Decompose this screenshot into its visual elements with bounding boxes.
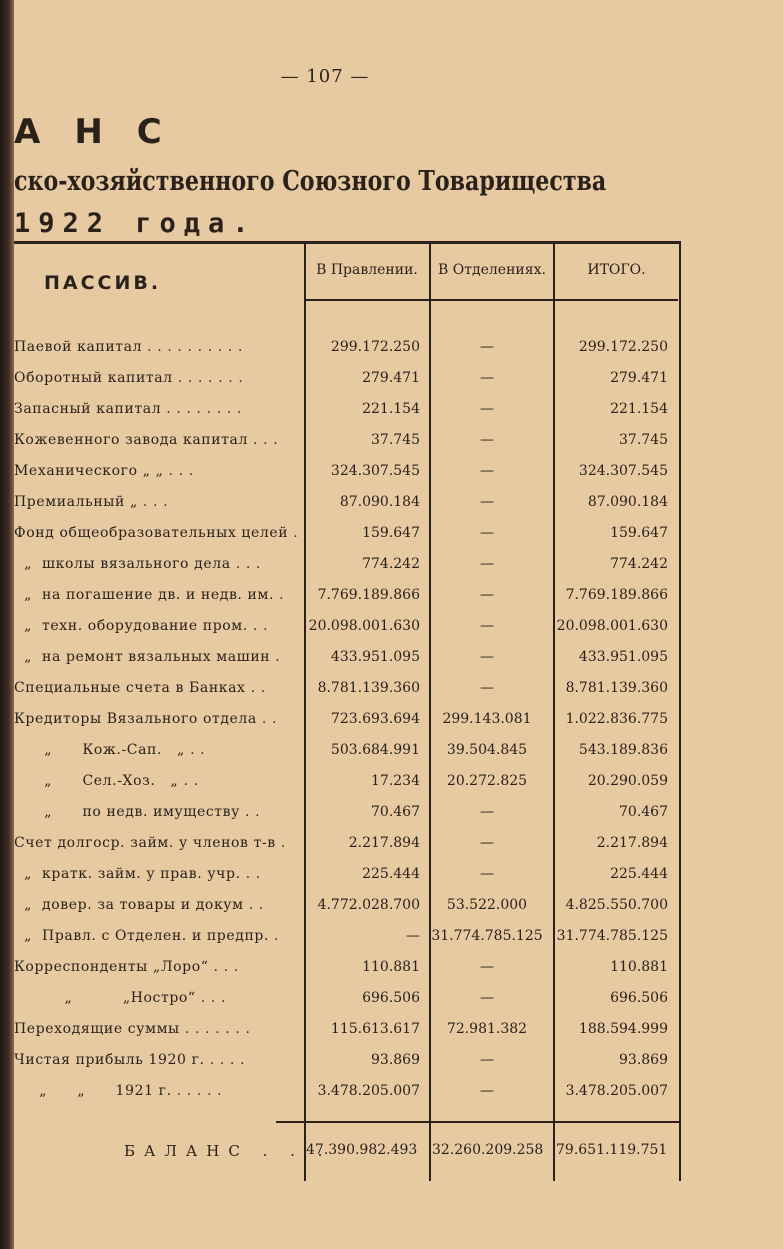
value-branches: 31.774.785.125 — [431, 928, 543, 944]
value-total: 433.951.095 — [578, 649, 668, 665]
row-label-text: Переходящие суммы — [14, 1021, 180, 1037]
title-line-3: 1922 года. — [14, 208, 257, 239]
value-total: 188.594.999 — [578, 1021, 668, 1037]
row-label-text: „ довер. за товары и докум — [14, 897, 244, 913]
leader-dots: . . . . . — [171, 1083, 223, 1099]
table-row — [0, 831, 783, 855]
value-branches: — — [480, 618, 494, 634]
row-label — [14, 490, 304, 514]
value-total: 20.290.059 — [587, 773, 668, 789]
value-total: 110.881 — [610, 959, 668, 975]
row-label — [14, 862, 304, 886]
leader-dots: . — [275, 835, 286, 851]
header-branches: В Отделениях. — [438, 262, 546, 278]
value-total: 3.478.205.007 — [565, 1083, 668, 1099]
leader-dots: . . . — [208, 959, 239, 975]
value-total: 159.647 — [610, 525, 668, 541]
value-board: 221.154 — [362, 401, 420, 417]
leader-dots: . . — [240, 866, 261, 882]
table-row — [0, 893, 783, 917]
row-label-text: „ кратк. займ. у прав. учр. — [14, 866, 241, 882]
balance-total: 79.651.119.751 — [556, 1142, 668, 1158]
row-label — [14, 738, 304, 762]
table-row — [0, 862, 783, 886]
row-label — [14, 428, 304, 452]
row-label-text: Фонд общеобразовательных целей — [14, 525, 289, 541]
leader-dots: . . — [178, 773, 199, 789]
row-label — [14, 645, 304, 669]
table-row — [0, 1017, 783, 1041]
value-branches: 39.504.845 — [446, 742, 528, 758]
table-row — [0, 800, 783, 824]
row-label-text: „ „ 1921 г. — [14, 1083, 172, 1099]
leader-dots: . — [274, 587, 285, 603]
value-board: — — [406, 928, 420, 944]
table-row — [0, 986, 783, 1010]
value-branches: 299.143.081 — [442, 711, 532, 727]
value-total: 8.781.139.360 — [565, 680, 668, 696]
value-total: 696.506 — [610, 990, 668, 1006]
value-branches: — — [480, 804, 494, 820]
leader-dots: . . . . . . . . . . — [142, 339, 244, 355]
row-label-text: Специальные счета в Банках — [14, 680, 246, 696]
value-board: 324.307.545 — [330, 463, 420, 479]
row-label-text: „ „Ностро“ — [14, 990, 196, 1006]
leader-dots: . . . . . . . — [179, 1021, 251, 1037]
row-label — [14, 986, 304, 1010]
row-label-text: Премиальный „ — [14, 494, 138, 510]
row-label — [14, 955, 304, 979]
value-total: 324.307.545 — [578, 463, 668, 479]
row-label — [14, 552, 304, 576]
value-total: 31.774.785.125 — [556, 928, 668, 944]
value-total: 20.098.001.630 — [556, 618, 668, 634]
value-total: 221.154 — [610, 401, 668, 417]
row-label-text: „ по недв. имуществу — [14, 804, 240, 820]
leader-dots: . — [288, 525, 299, 541]
row-label-text: „ Сел.-Хоз. „ — [14, 773, 179, 789]
value-board: 17.234 — [371, 773, 420, 789]
leader-dots: . . . — [230, 556, 261, 572]
table-row — [0, 645, 783, 669]
row-label-text: Корреспонденты „Лоро“ — [14, 959, 209, 975]
value-board: 37.745 — [371, 432, 420, 448]
leader-dots: . . . — [163, 463, 194, 479]
value-branches: — — [480, 649, 494, 665]
row-label-text: „ на погашение дв. и недв. им. — [14, 587, 274, 603]
row-label — [14, 521, 304, 545]
row-label — [14, 1048, 304, 1072]
table-row — [0, 366, 783, 390]
table-row — [0, 1048, 783, 1072]
value-branches: — — [480, 866, 494, 882]
leader-dots: . . — [245, 680, 266, 696]
table-row — [0, 552, 783, 576]
value-branches: — — [480, 1083, 494, 1099]
row-label — [14, 583, 304, 607]
value-branches: — — [480, 370, 494, 386]
value-board: 159.647 — [362, 525, 420, 541]
table-row — [0, 769, 783, 793]
value-board: 2.217.894 — [348, 835, 420, 851]
table-row — [0, 738, 783, 762]
value-branches: — — [480, 525, 494, 541]
row-label-text: Запасный капитал — [14, 401, 162, 417]
leader-dots: . . . — [247, 432, 279, 448]
row-label-text: Оборотный капитал — [14, 370, 173, 386]
value-board: 299.172.250 — [330, 339, 420, 355]
value-branches: — — [480, 1052, 494, 1068]
value-total: 2.217.894 — [596, 835, 668, 851]
value-branches: — — [480, 463, 494, 479]
value-branches: — — [480, 556, 494, 572]
value-board: 110.881 — [362, 959, 420, 975]
value-total: 7.769.189.866 — [565, 587, 668, 603]
leader-dots: . . — [256, 711, 278, 727]
value-board: 433.951.095 — [330, 649, 420, 665]
row-label — [14, 397, 304, 421]
leader-dots: . — [270, 649, 281, 665]
value-board: 20.098.001.630 — [308, 618, 420, 634]
value-total: 543.189.836 — [578, 742, 668, 758]
row-label-text: Кредиторы Вязального отдела — [14, 711, 257, 727]
leader-dots: . . — [243, 897, 264, 913]
value-board: 7.769.189.866 — [317, 587, 420, 603]
balance-branches: 32.260.209.258 — [432, 1142, 544, 1158]
row-label — [14, 614, 304, 638]
value-board: 115.613.617 — [330, 1021, 420, 1037]
value-branches: — — [480, 339, 494, 355]
value-board: 87.090.184 — [339, 494, 420, 510]
table-row — [0, 428, 783, 452]
value-board: 93.869 — [371, 1052, 420, 1068]
value-branches: — — [480, 990, 494, 1006]
row-label-text: „ на ремонт вязальных машин — [14, 649, 271, 665]
balance-label: БАЛАНС . . . — [124, 1142, 332, 1160]
value-branches: — — [480, 587, 494, 603]
table-row — [0, 521, 783, 545]
header-board: В Правлении. — [316, 262, 418, 278]
totals-rule — [276, 1121, 680, 1123]
row-label-text: Кожевенного завода капитал — [14, 432, 248, 448]
table-top-rule — [14, 241, 681, 244]
row-label-text: Паевой капитал — [14, 339, 143, 355]
row-label-text: Чистая прибыль 1920 г. — [14, 1052, 205, 1068]
table-row — [0, 397, 783, 421]
table-row — [0, 614, 783, 638]
row-label-text: „ техн. оборудование пром. — [14, 618, 248, 634]
leader-dots: . . . . . . . — [172, 370, 244, 386]
value-board: 3.478.205.007 — [317, 1083, 420, 1099]
value-total: 225.444 — [610, 866, 668, 882]
value-board: 503.684.991 — [330, 742, 420, 758]
row-label — [14, 1017, 304, 1041]
leader-dots: . . — [239, 804, 261, 820]
section-title: ПАССИВ. — [44, 272, 162, 294]
leader-dots: . . . — [195, 990, 226, 1006]
title-line-1: АНС — [14, 112, 196, 152]
balance-board: 47.390.982.493 — [306, 1142, 418, 1158]
row-label — [14, 831, 304, 855]
row-label — [14, 707, 304, 731]
value-branches: — — [480, 959, 494, 975]
row-label-text: „ Кож.-Сап. „ — [14, 742, 186, 758]
value-branches: 20.272.825 — [446, 773, 528, 789]
table-row — [0, 335, 783, 359]
value-total: 774.242 — [610, 556, 668, 572]
table-row — [0, 459, 783, 483]
row-label — [14, 366, 304, 390]
leader-dots: . . . — [137, 494, 169, 510]
value-branches: 72.981.382 — [446, 1021, 528, 1037]
row-label — [14, 769, 304, 793]
row-label — [14, 676, 304, 700]
table-row — [0, 676, 783, 700]
value-board: 8.781.139.360 — [317, 680, 420, 696]
value-board: 774.242 — [362, 556, 420, 572]
header-total: ИТОГО. — [587, 262, 646, 278]
value-branches: — — [480, 835, 494, 851]
value-board: 279.471 — [362, 370, 420, 386]
row-label-text: Счет долгоср. займ. у членов т-в — [14, 835, 276, 851]
row-label — [14, 924, 304, 948]
table-row — [0, 1079, 783, 1103]
table-row — [0, 924, 783, 948]
row-label — [14, 893, 304, 917]
value-branches: 53.522.000 — [446, 897, 528, 913]
value-total: 1.022.836.775 — [565, 711, 668, 727]
value-total: 279.471 — [610, 370, 668, 386]
leader-dots: . . — [185, 742, 206, 758]
page-number: — 107 — — [280, 66, 370, 87]
value-total: 87.090.184 — [587, 494, 668, 510]
value-total: 37.745 — [619, 432, 668, 448]
row-label-text: „ Правл. с Отделен. и предпр. — [14, 928, 269, 944]
value-total: 93.869 — [619, 1052, 668, 1068]
value-board: 225.444 — [362, 866, 420, 882]
table-row — [0, 583, 783, 607]
row-label — [14, 335, 304, 359]
value-branches: — — [480, 494, 494, 510]
value-total: 4.825.550.700 — [565, 897, 668, 913]
value-branches: — — [480, 680, 494, 696]
value-total: 70.467 — [619, 804, 668, 820]
row-label — [14, 800, 304, 824]
title-line-2: ско-хозяйственного Союзного Товарищества — [14, 166, 607, 197]
value-total: 299.172.250 — [578, 339, 668, 355]
value-board: 70.467 — [371, 804, 420, 820]
row-label — [14, 459, 304, 483]
value-board: 723.693.694 — [330, 711, 420, 727]
leader-dots: . — [269, 928, 280, 944]
header-bottom-rule — [306, 299, 678, 301]
table-row — [0, 955, 783, 979]
value-board: 4.772.028.700 — [317, 897, 420, 913]
table-row — [0, 490, 783, 514]
row-label — [14, 1079, 304, 1103]
value-branches: — — [480, 432, 494, 448]
table-row — [0, 707, 783, 731]
leader-dots: . . — [247, 618, 269, 634]
value-board: 696.506 — [362, 990, 420, 1006]
value-branches: — — [480, 401, 494, 417]
leader-dots: . . . . — [204, 1052, 245, 1068]
leader-dots: . . . . . . . . — [161, 401, 242, 417]
row-label-text: Механического „ „ — [14, 463, 164, 479]
row-label-text: „ школы вязального дела — [14, 556, 231, 572]
